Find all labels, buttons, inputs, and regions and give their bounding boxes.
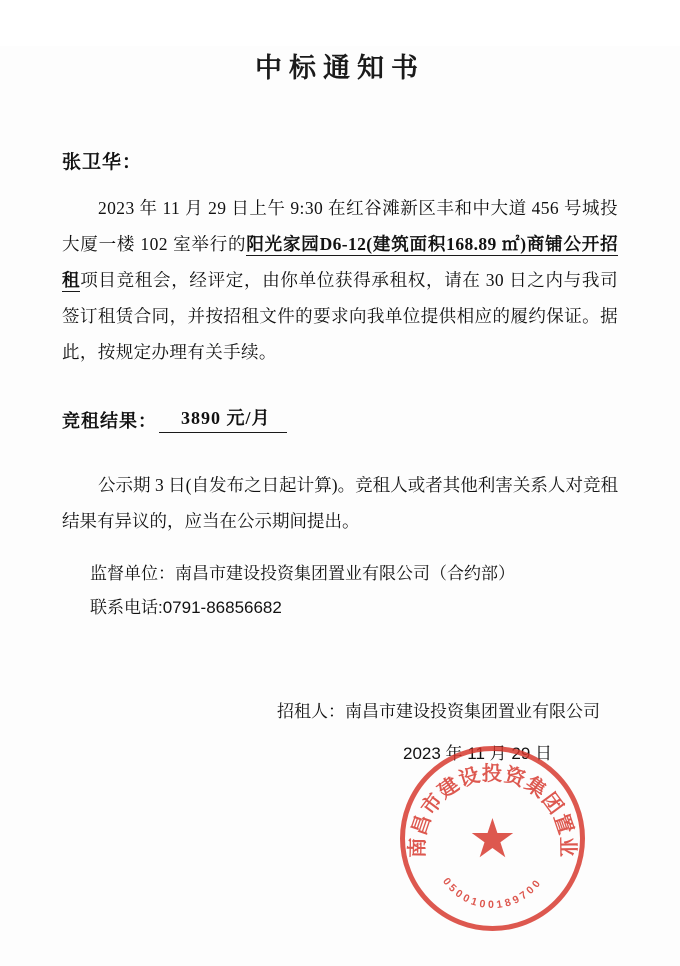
supervisor-line: 监督单位：南昌市建设投资集团置业有限公司（合约部） bbox=[90, 563, 515, 583]
notice-paragraph bbox=[62, 467, 618, 539]
result-value: 3890 元/月 bbox=[159, 404, 287, 433]
seal-bottom-text: 0500100189700 bbox=[440, 875, 545, 912]
seal-top-text: 南昌市建设投资集团置业 bbox=[406, 763, 579, 859]
phone-line: 联系电话:0791-86856682 bbox=[90, 597, 282, 617]
page-title: 中标通知书 bbox=[255, 53, 425, 83]
document-page bbox=[0, 46, 680, 966]
signature-block bbox=[62, 691, 618, 775]
body-prefix: 2023 年 11 月 29 日上午 9:30 在红谷滩新区丰和中大道 456 号城投大厦一楼 102 室举行的 bbox=[62, 198, 618, 254]
result-label: 竞租结果： bbox=[62, 411, 157, 431]
addressee-line: 张卫华： bbox=[62, 152, 143, 173]
sign-date: 2023 年 11 月 29 日 bbox=[403, 743, 552, 763]
seal-arc-text bbox=[405, 751, 580, 926]
result-row bbox=[62, 404, 618, 433]
notice-text: 公示期 3 日(自发布之日起计算)。竞租人或者其他利害关系人对竞租结果有异议的，应当在公示期间提出。 bbox=[62, 475, 618, 531]
body-suffix: 项目竞租会，经评定，由你单位获得承租权，请在 30 日之内与我司签订租赁合同，并按招租文件的要求向我单位提供相应的履约保证。据此，按规定办理有关手续。 bbox=[62, 270, 618, 362]
seal-inner-ring bbox=[405, 751, 580, 926]
seal-star-icon: ★ bbox=[468, 808, 517, 869]
body-highlight: 阳光家园D6-12(建筑面积168.89 ㎡)商铺公开招租 bbox=[62, 234, 618, 290]
body-paragraph bbox=[62, 190, 618, 370]
contact-block bbox=[62, 557, 618, 625]
signer-line: 招租人：南昌市建设投资集团置业有限公司 bbox=[277, 701, 600, 721]
body-text bbox=[62, 190, 618, 370]
